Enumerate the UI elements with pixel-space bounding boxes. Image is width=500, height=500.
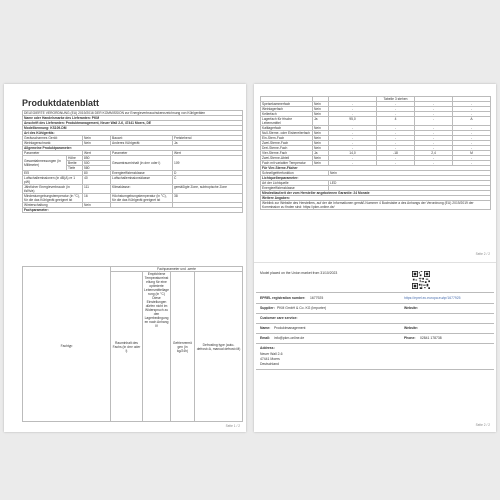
divider [256, 369, 494, 370]
phone-label: Phone: [404, 336, 416, 340]
fast-freeze-label: Schnellgefrierfunktion [261, 171, 329, 176]
four-star-header: Für Vier-Sterne-Fächer [261, 166, 491, 171]
compartment-value: - [415, 117, 453, 126]
dim-name: Breite [67, 161, 83, 166]
dim-name: Tiefe [67, 166, 83, 171]
device-type-row: Art des Kühlgeräts: [23, 131, 243, 136]
device-cell: Ja [173, 141, 243, 146]
fach-table [22, 266, 243, 422]
website-label: Website: [404, 306, 419, 310]
compartment-name: Kaltlagerfach [261, 126, 313, 131]
email-value[interactable]: info@pkm-online.de [274, 336, 305, 340]
model-row: Modellkennung: KS109-DM [23, 126, 243, 131]
more-info-header: Weitere Angaben: [261, 196, 491, 201]
compartment-value: Nein [313, 112, 329, 117]
light-label: Energieeffizienzklasse [261, 186, 329, 191]
qr-code-icon [412, 271, 430, 289]
compartment-value: - [377, 107, 415, 112]
compartment-name: Vier-Sterne-Fach [261, 151, 313, 156]
datasheet-page-2 [254, 84, 496, 432]
param-header: Parameter [111, 151, 173, 156]
param-cell: D [173, 171, 243, 176]
compartment-value: - [415, 102, 453, 107]
compartment-value: - [415, 112, 453, 117]
param-cell: Luftschallemissionsklasse [111, 176, 173, 185]
address-line: 47441 Moers [260, 357, 280, 361]
compartment-value: - [453, 112, 491, 117]
device-cell: Freistehend [173, 136, 243, 141]
compartment-value: - [329, 156, 377, 161]
compartment-value: - [415, 136, 453, 141]
compartment-value: - [415, 131, 453, 136]
device-cell: Nein [83, 141, 111, 146]
compartment-value: - [329, 112, 377, 117]
compartment-value: 2,4 [415, 151, 453, 156]
page-number: Seite 1 / 2 [225, 424, 240, 428]
divider [256, 292, 494, 293]
compartment-value: - [453, 156, 491, 161]
compartment-name: Zwei-Sterne-Abteil [261, 156, 313, 161]
page-title: Produktdatenblatt [22, 98, 100, 108]
compartment-value: - [377, 156, 415, 161]
dim-value: 500 [83, 161, 111, 166]
supplier-value: PKM GmbH & Co. KG (Importer) [277, 306, 327, 310]
light-header: Lichtquellenparameter: [261, 176, 491, 181]
param-header: Wert [83, 151, 111, 156]
compartment-value: - [377, 141, 415, 146]
param-cell: Energieeffizienzklasse [111, 171, 173, 176]
volume-label: Gesamtrauminhalt (in dm³ oder l) [111, 156, 173, 171]
compartment-value: -18 [377, 151, 415, 156]
placed-on-market: Model placed on the Union market from 31/10/2023 [260, 271, 338, 275]
compartment-value: Nein [313, 161, 329, 166]
param-cell: 40 [83, 176, 111, 185]
compartment-value: - [377, 131, 415, 136]
device-cell: Weinlagerschrank: [23, 141, 83, 146]
param-cell: 16 [83, 194, 111, 203]
compartment-value: - [377, 102, 415, 107]
device-cell: Bauart: [111, 136, 173, 141]
compartment-value: Nein [313, 102, 329, 107]
compartment-value: - [329, 126, 377, 131]
page-number: Seite 2 / 2 [475, 252, 490, 256]
compartment-value: - [329, 131, 377, 136]
fach-label: Fachtyp [23, 272, 111, 422]
name-value: Produktmanagement [274, 326, 306, 330]
compartment-value: Nein [313, 141, 329, 146]
compartment-value: 95,0 [329, 117, 377, 126]
compartment-value: - [453, 107, 491, 112]
compartment-value: - [415, 107, 453, 112]
compartment-value: - [453, 161, 491, 166]
compartment-value: Nein [313, 136, 329, 141]
warranty-row: Mindestlaufzeit der vom Hersteller angebotenen Garantie: 24 Monate [261, 191, 491, 196]
compartment-value: M [453, 151, 491, 156]
param-cell: Nein [83, 203, 111, 208]
volume-value: 109 [173, 156, 243, 171]
compartment-value: - [377, 126, 415, 131]
param-cell: 111 [83, 185, 111, 194]
fach-col-volume: Rauminhalt des Fachs (in dm³ oder l) [111, 272, 143, 422]
compartment-name: Drei-Sterne-Fach [261, 146, 313, 151]
compartment-table [260, 96, 491, 210]
param-cell: Winterschaltung [23, 203, 83, 208]
fach-col-defrost: Defrosting type (auto-defrost=A, manual defrost=M) [195, 272, 243, 422]
general-table [22, 110, 243, 213]
compartment-value: - [329, 136, 377, 141]
website2-label: Website: [404, 326, 419, 330]
eprel-link[interactable]: https://eprel.ec.europa.eu/qr/1677925 [404, 296, 461, 300]
customer-care-label: Customer care service: [260, 316, 298, 320]
param-cell: 80 [83, 171, 111, 176]
compartment-name: Ein-Stern-Fach [261, 136, 313, 141]
compartment-value: - [329, 146, 377, 151]
fach-col-temperature: Empfohlene Temperatureinstellung für eine optimierte Lebensmittellagerung (in °C) Diese Einstellungen dürfen nicht im Widerspruch zu den Lagerbedingungen nach Anhang IV [143, 272, 171, 422]
address-label: Address: [260, 346, 275, 350]
compartment-value: - [415, 156, 453, 161]
supplier-address-row: Anschrift des Lieferanten: Produktmanagement, Neuer Wall 2-6, 47441 Moers, DE [23, 121, 243, 126]
device-cell: Nein [83, 136, 111, 141]
table-header-note: Tabelle 3 stehen [377, 97, 415, 102]
param-cell: C [173, 176, 243, 185]
compartment-value: 4 [377, 117, 415, 126]
compartment-value: - [415, 146, 453, 151]
compartment-value: - [453, 146, 491, 151]
compartment-value: Nein [313, 131, 329, 136]
compartment-value: - [415, 141, 453, 146]
eprel-reg-label: EPREL registration number: [260, 296, 306, 300]
dim-value: 580 [83, 166, 111, 171]
compartment-value: - [329, 141, 377, 146]
compartment-name: Speisekammerfach [261, 102, 313, 107]
compartment-name: Kellerfach [261, 112, 313, 117]
regulation-text: DELEGIERTE VERORDNUNG (EU) 2019/2016 DER KOMMISSION zur Energieverbrauchskennzeichnung von Kühlgeräten [23, 111, 243, 116]
compartment-value: - [415, 126, 453, 131]
address-line: Neuer Wall 2-6 [260, 352, 283, 356]
param-cell: Luftschallemissionen (in dB(A) re 1 pW) [23, 176, 83, 185]
compartment-value: - [453, 141, 491, 146]
param-cell: Höchstumgebungstemperatur (in °C), für die das Kühlgerät geeignet ist [111, 194, 173, 203]
compartment-value: Nein [313, 126, 329, 131]
more-info-text: Weblink zur Website des Herstellers, auf der die Informationen gemäß Nummer 4 Buchstabe a des Anhangs der Verordnung (EU) 2019/2019 der Kommission zu finden sind: https://pkm-online.de/ [261, 201, 491, 210]
light-label: Art der Lichtquelle [261, 181, 329, 186]
compartment-value: - [329, 107, 377, 112]
compartment-value: - [453, 126, 491, 131]
compartment-value: - [329, 102, 377, 107]
param-cell: Mindestumgebungstemperatur (in °C), für die das Kühlgerät geeignet ist [23, 194, 83, 203]
compartment-rows [261, 102, 491, 166]
compartment-name: Lagerfach für frische Lebensmittel [261, 117, 313, 126]
device-cell: Geräuscharmes Gerät: [23, 136, 83, 141]
divider [256, 333, 494, 334]
divider [256, 313, 494, 314]
supplier-label: Supplier: [260, 306, 275, 310]
compartment-value: Ja [313, 117, 329, 126]
fast-freeze-value: Nein [329, 171, 491, 176]
divider [256, 303, 494, 304]
dim-value: 850 [83, 156, 111, 161]
compartment-value: - [453, 136, 491, 141]
light-value: LED [329, 181, 491, 186]
compartment-row [261, 117, 491, 126]
param-header: Parameter [23, 151, 83, 156]
compartment-value: - [377, 146, 415, 151]
compartment-value: - [453, 102, 491, 107]
compartment-value: A [453, 117, 491, 126]
compartment-value: Nein [313, 156, 329, 161]
divider [256, 343, 494, 344]
param-cell: EEI [23, 171, 83, 176]
page-number: Seite 2 / 2 [475, 423, 490, 427]
param-header: Wert [173, 151, 243, 156]
compartment-value: 14,0 [329, 151, 377, 156]
dim-name: Höhe [67, 156, 83, 161]
device-cell: Anderes Kühlgerät: [111, 141, 173, 146]
fach-table-header: Fachparameter und -werte [111, 267, 243, 272]
name-label: Name: [260, 326, 271, 330]
param-cell: Klimaklasse: [111, 185, 173, 194]
general-params-header: Allgemeine Produktparameter: [23, 146, 243, 151]
compartment-value: - [377, 161, 415, 166]
compartment-value: - [377, 112, 415, 117]
compartment-value: Nein [313, 146, 329, 151]
compartment-params-header: Fachparameter: [23, 208, 243, 213]
datasheet-page-1 [4, 84, 246, 432]
compartment-name: Zwei-Sterne-Fach [261, 141, 313, 146]
param-cell: 38 [173, 194, 243, 203]
compartment-name: Fach mit variabler Temperatur [261, 161, 313, 166]
divider [256, 323, 494, 324]
email-label: Email: [260, 336, 271, 340]
dims-label: Gesamtabmessungen (in Millimeter) [23, 156, 67, 171]
address-line: Deutschland [260, 362, 279, 366]
eprel-reg-value: 1677925 [310, 296, 324, 300]
compartment-value: - [453, 131, 491, 136]
param-cell: Jährlicher Energieverbrauch (in kWh/a) [23, 185, 83, 194]
supplier-name-row: Name oder Handelsmarke des Lieferanten: PKM [23, 116, 243, 121]
compartment-name: Null-Sterne- oder Eisbereiterfach [261, 131, 313, 136]
compartment-value: - [377, 136, 415, 141]
fach-col-freezing: Gefriervermögen (in kg/24h) [171, 272, 195, 422]
compartment-name: Weinlagerfach [261, 107, 313, 112]
phone-value: 02841 178738 [420, 336, 442, 340]
compartment-value: Nein [313, 107, 329, 112]
compartment-value: Ja [313, 151, 329, 156]
compartment-value: - [329, 161, 377, 166]
compartment-value: - [415, 161, 453, 166]
eprel-sheet [254, 262, 496, 433]
param-cell: gemäßigte Zone, subtropische Zone [173, 185, 243, 194]
